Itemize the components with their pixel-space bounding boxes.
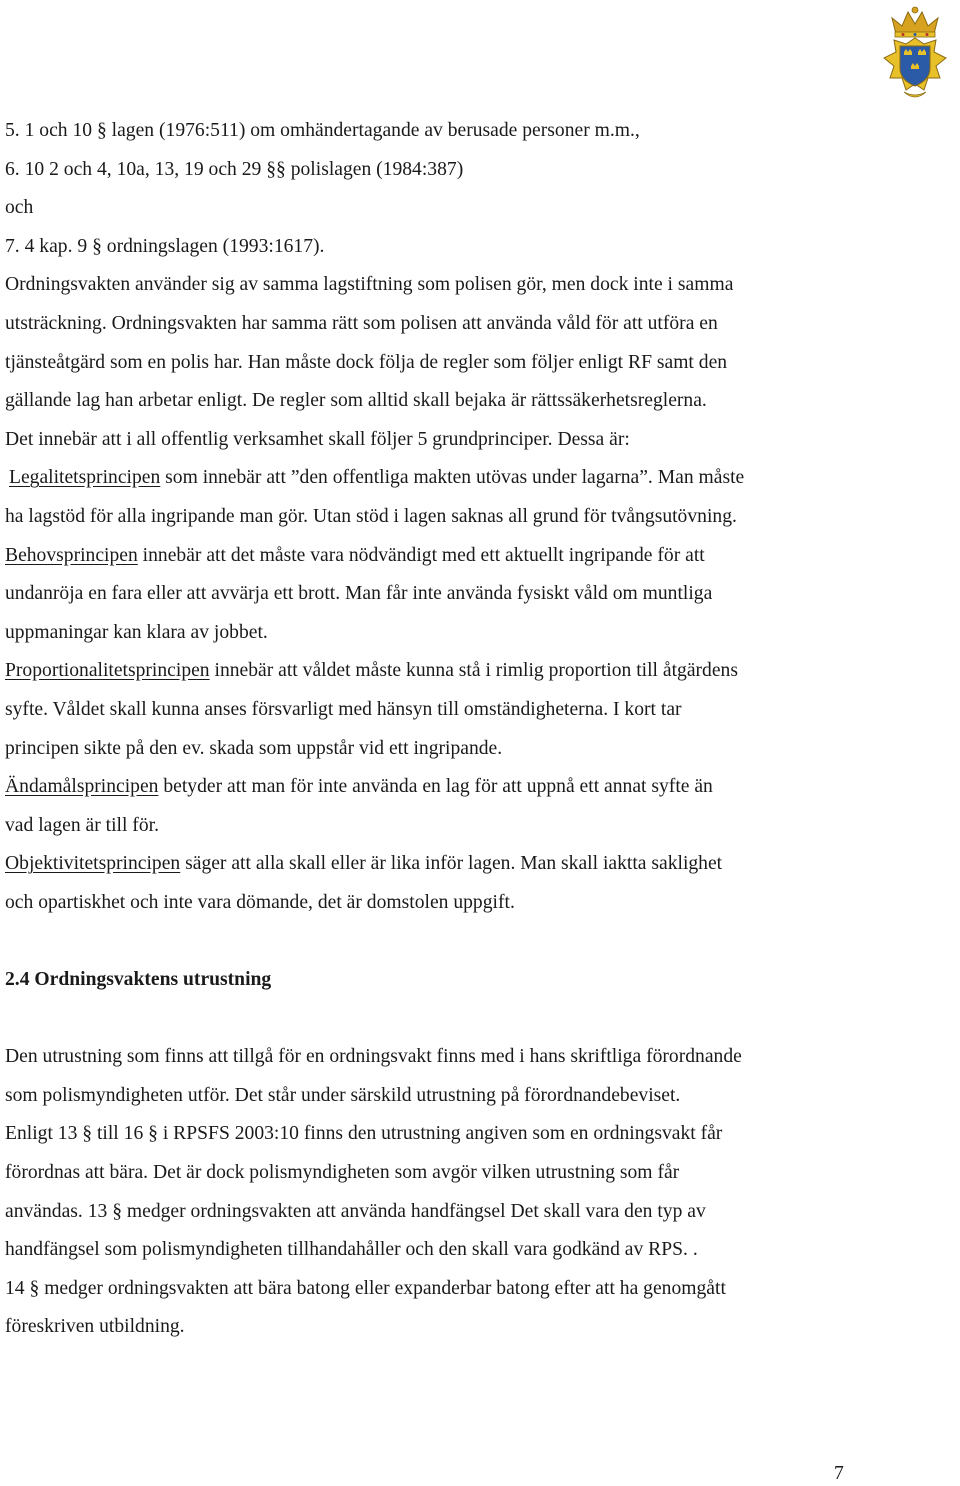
principle-behov: [5, 537, 945, 653]
text-line: [5, 652, 945, 691]
text-line: Enligt 13 § till 16 § i RPSFS 2003:10 finns den utrustning angiven som en ordningsvakt får: [5, 1123, 723, 1145]
list-item: 7. 4 kap. 9 § ordningslagen (1993:1617).: [5, 235, 325, 257]
principle-text: som innebär att ”den offentliga makten utövas under lagarna”. Man måste: [160, 467, 745, 489]
crown-icon: [892, 7, 938, 37]
text-line: Ordningsvakten använder sig av samma lagstiftning som polisen gör, men dock inte i samma: [5, 274, 734, 296]
intro-paragraph: [5, 266, 945, 459]
principle-term: Proportionalitetsprincipen: [5, 660, 210, 682]
text-line: gällande lag han arbetar enligt. De regler som alltid skall bejaka är rättssäkerhetsreglerna.: [5, 390, 707, 412]
list-item: 6. 10 2 och 4, 10a, 13, 19 och 29 §§ polislagen (1984:387): [5, 158, 464, 180]
principle-term: Ändamålsprincipen: [5, 776, 159, 798]
section-heading: 2.4 Ordningsvaktens utrustning: [5, 969, 272, 991]
text-line: [5, 768, 945, 807]
text-line: principen sikte på den ev. skada som uppstår vid ett ingripande.: [5, 737, 503, 759]
ornament-icon: [904, 92, 926, 97]
principle-legalitet: [5, 459, 945, 536]
principle-text: innebär att det måste vara nödvändigt med ett aktuellt ingripande för att: [137, 544, 705, 566]
text-line: 14 § medger ordningsvakten att bära batong eller expanderbar batong efter att ha genomgått: [5, 1277, 726, 1299]
text-line: som polismyndigheten utför. Det står under särskild utrustning på förordnandebeviset.: [5, 1084, 681, 1106]
principle-text: innebär att våldet måste kunna stå i rimlig proportion till åtgärdens: [209, 660, 738, 682]
text-line: föreskriven utbildning.: [5, 1316, 185, 1338]
text-line: [5, 845, 945, 884]
section-paragraph: [5, 1038, 945, 1347]
legal-reference-list: [5, 112, 945, 266]
text-line: syfte. Våldet skall kunna anses försvarligt med hänsyn till omständigheterna. I kort tar: [5, 698, 682, 720]
text-line: [5, 459, 945, 498]
text-line: användas. 13 § medger ordningsvakten att använda handfängsel Det skall vara den typ av: [5, 1200, 706, 1222]
text-line: undanröja en fara eller att avvärja ett brott. Man får inte använda fysiskt våld om muntliga: [5, 583, 713, 605]
text-line: uppmaningar kan klara av jobbet.: [5, 621, 268, 643]
text-line: tjänsteåtgärd som en polis har. Han måste dock följa de regler som följer enligt RF samt den: [5, 351, 728, 373]
text-line: [5, 537, 945, 576]
shield-icon: [900, 46, 930, 86]
text-line: utsträckning. Ordningsvakten har samma rätt som polisen att använda våld för att utföra en: [5, 312, 718, 334]
principle-term: Behovsprincipen: [5, 544, 138, 566]
spacer: [5, 1000, 945, 1039]
swedish-police-emblem-icon: [874, 4, 956, 108]
text-line: Den utrustning som finns att tillgå för en ordningsvakt finns med i hans skriftliga förordnande: [5, 1046, 742, 1068]
principle-andamal: [5, 768, 945, 845]
text-line: förordnas att bära. Det är dock polismyndigheten som avgör vilken utrustning som får: [5, 1162, 680, 1184]
principle-proportionalitet: [5, 652, 945, 768]
text-line: ha lagstöd för alla ingripande man gör. Utan stöd i lagen saknas all grund för tvångsutövning.: [5, 505, 737, 527]
principle-objektivitet: [5, 845, 945, 922]
principle-term: Objektivitetsprincipen: [5, 853, 181, 875]
principle-text: säger att alla skall eller är lika inför lagen. Man skall iaktta saklighet: [180, 853, 723, 875]
page-number: 7: [834, 1463, 844, 1484]
principle-text: betyder att man för inte använda en lag för att uppnå ett annat syfte än: [158, 776, 713, 798]
document-body: [5, 112, 945, 1347]
text-line: och opartiskhet och inte vara dömande, det är domstolen uppgift.: [5, 891, 515, 913]
principle-term: Legalitetsprincipen: [9, 467, 161, 489]
list-item: och: [5, 197, 34, 219]
spacer: [5, 922, 945, 961]
list-item: 5. 1 och 10 § lagen (1976:511) om omhändertagande av berusade personer m.m.,: [5, 120, 640, 141]
text-line: Det innebär att i all offentlig verksamhet skall följer 5 grundprinciper. Dessa är:: [5, 428, 630, 450]
text-line: vad lagen är till för.: [5, 814, 159, 836]
text-line: handfängsel som polismyndigheten tillhandahåller och den skall vara godkänd av RPS. .: [5, 1239, 698, 1261]
